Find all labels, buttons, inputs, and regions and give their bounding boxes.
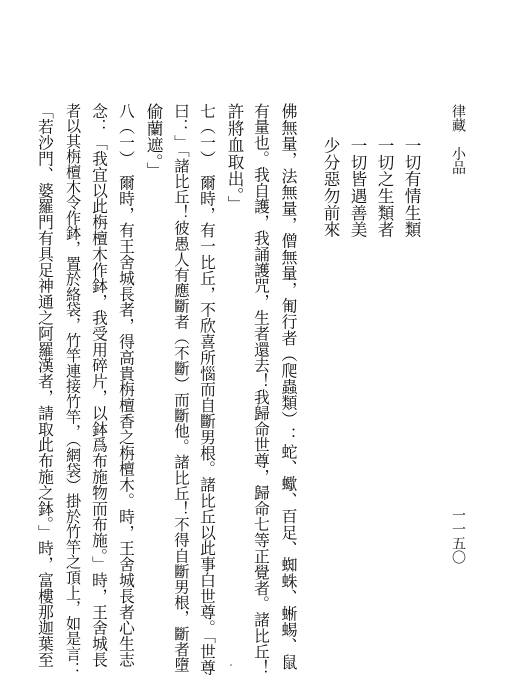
section-7-line-1: 七（一） 爾時，有一比丘，不欣喜所惱而自斷男根。諸比丘以此事白世尊。「世尊	[198, 103, 217, 676]
section-7-line-3: 偷蘭遮。」	[144, 103, 163, 179]
page-number: 一一五〇	[450, 508, 466, 564]
text-line-7: 許將血取出。」	[225, 103, 244, 213]
scan-speck	[230, 664, 232, 666]
text-line-5: 佛無量，法無量，僧無量，匍行者（爬蟲類）：蛇、蠍、百足、蜘蛛、蜥蜴、鼠	[279, 103, 298, 670]
verse-line-2: 一切之生類者	[375, 137, 394, 238]
section-8-line-2: 念：「我宜以此栴檀木作鉢，我受用碎片，以鉢爲布施物而布施。」時，王舍城長	[90, 103, 109, 668]
section-8-line-3: 者以其栴檀木令作鉢，置於絡袋，竹竿連接竹竿，（網袋）掛於竹竿之頂上，如是言：	[64, 103, 82, 677]
verse-line-3: 一切皆遇善美	[348, 137, 367, 238]
verse-line-1: 一切有情生類	[402, 137, 421, 238]
verse-line-4: 少分惡勿前來	[321, 137, 340, 238]
text-line-6: 有量也。我自護，我誦護咒，生者還去！我歸命世尊，歸命七等正覺者。諸比丘！	[252, 103, 271, 676]
section-7-line-2: 曰：」「諸比丘！彼愚人有應斷者（不斷）而斷他。諸比丘！不得自斷男根，斷者墮	[172, 103, 190, 673]
section-8-line-4: 「若沙門、婆羅門有具足神通之阿羅漢者，請取此布施之鉢。」時，富樓那迦葉至	[36, 103, 55, 668]
section-8-line-1: 八（一） 爾時，有王舍城長者，得高貴栴檀香之栴檀木。時，王舍城長者心生志	[117, 103, 136, 668]
running-header: 律藏 小品	[450, 104, 466, 175]
